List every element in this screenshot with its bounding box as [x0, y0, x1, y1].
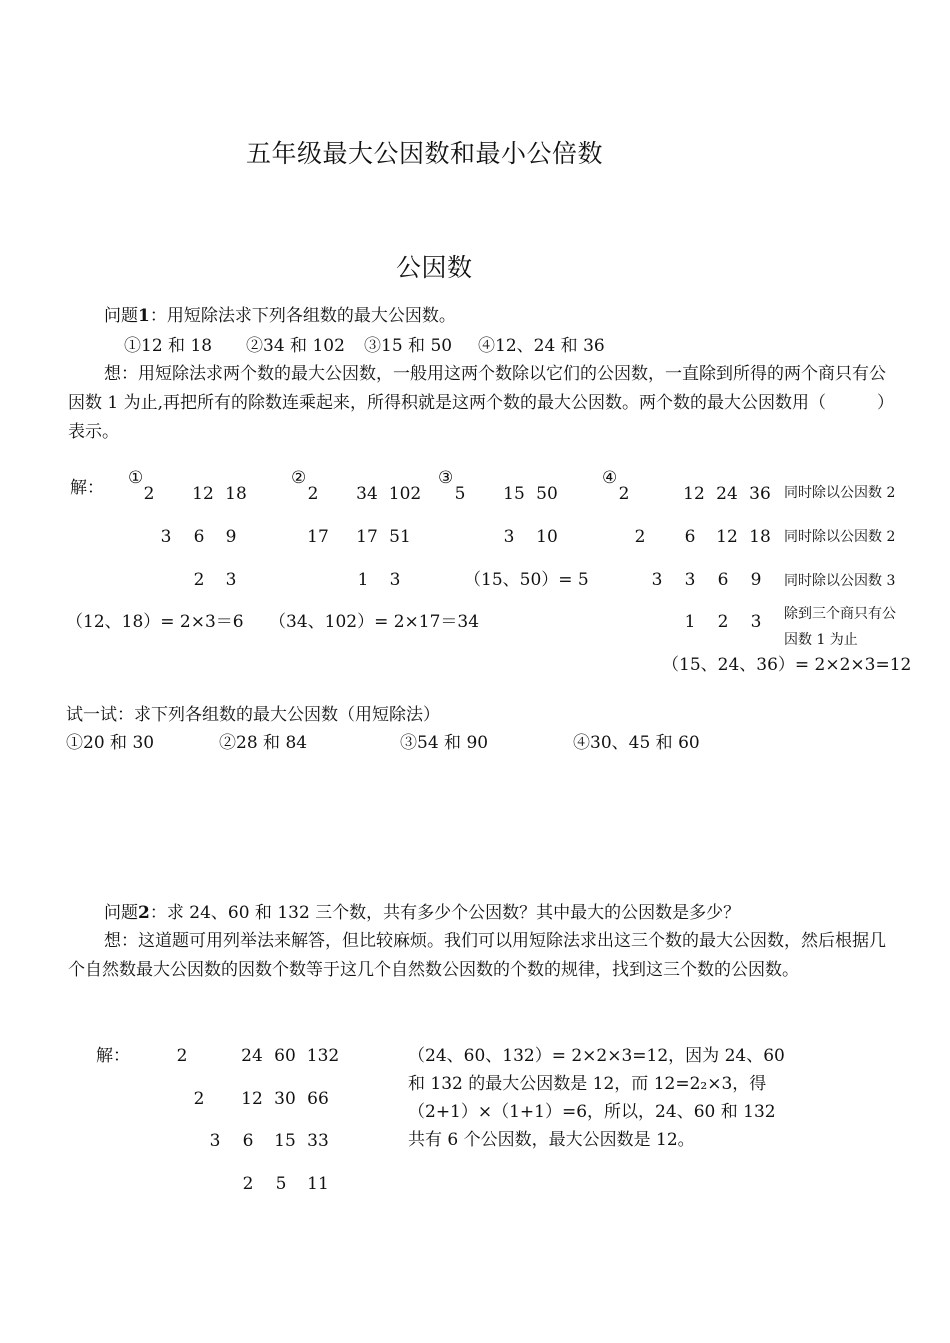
quotient: 3 [389, 570, 401, 590]
question-1-text: ：用短除法求下列各组数的最大公因数。 [149, 306, 456, 326]
question-1-item: ④12、24 和 36 [478, 336, 605, 356]
question-1-number: 1 [138, 306, 150, 326]
result-3: （15、50）= 5 [464, 570, 589, 590]
question-1-item: ③15 和 50 [364, 336, 453, 356]
explanation-line: 共有 6 个公因数，最大公因数是 12。 [408, 1130, 695, 1150]
try-item: ④30、45 和 60 [573, 733, 700, 753]
try-item: ①20 和 30 [66, 733, 155, 753]
quotient: 51 [389, 527, 411, 547]
quotient: 1 [684, 612, 696, 632]
dividend: 132 [306, 1046, 340, 1066]
quotient: 18 [749, 527, 771, 547]
dividend: 102 [388, 484, 422, 504]
result-4: （15、24、36）= 2×2×3=12 [662, 655, 912, 675]
note: 同时除以公因数 2 [784, 485, 896, 501]
quotient: 3 [503, 527, 515, 547]
divisor: 3 [160, 527, 172, 547]
result-2: （34、102）= 2×17＝34 [269, 612, 480, 632]
question-1 [104, 306, 456, 326]
quotient: 15 [274, 1131, 296, 1151]
question-2-number: 2 [138, 903, 150, 923]
divisor: 2 [193, 1089, 205, 1109]
section-title: 公因数 [396, 253, 473, 282]
question-2 [104, 903, 740, 923]
note: 同时除以公因数 3 [784, 573, 896, 589]
quotient: 5 [275, 1174, 287, 1194]
quotient: 30 [274, 1089, 296, 1109]
dividend: 12 [683, 484, 705, 504]
divisor: 2 [143, 484, 155, 504]
question-1-item: ①12 和 18 [124, 336, 213, 356]
dividend: 50 [536, 484, 558, 504]
marker-4: ④ [602, 468, 618, 488]
note: 因数 1 为止 [784, 632, 858, 648]
quotient: 3 [225, 570, 237, 590]
dividend: 18 [225, 484, 247, 504]
quotient: 2 [717, 612, 729, 632]
dividend: 24 [716, 484, 738, 504]
dividend: 15 [503, 484, 525, 504]
marker-1: ① [128, 468, 144, 488]
divisor: 5 [454, 484, 466, 504]
quotient: 1 [357, 570, 369, 590]
quotient: 6 [684, 527, 696, 547]
try-item: ③54 和 90 [400, 733, 489, 753]
question-1-think: 想：用短除法求两个数的最大公因数，一般用这两个数除以它们的公因数，一直除到所得的两个商只有公因数 1 为止,再把所有的除数连乘起来，所得积就是这两个数的最大公因数。两个数的最大公因数用（ ）表示。 [68, 364, 886, 442]
divisor: 3 [209, 1131, 221, 1151]
result-1: （12、18）= 2×3＝6 [66, 612, 244, 632]
dividend: 24 [241, 1046, 263, 1066]
quotient: 12 [241, 1089, 263, 1109]
marker-3: ③ [438, 468, 454, 488]
solution-2-label: 解： [96, 1046, 130, 1066]
quotient: 11 [307, 1174, 329, 1194]
quotient: 6 [717, 570, 729, 590]
dividend: 12 [192, 484, 214, 504]
try-item: ②28 和 84 [219, 733, 308, 753]
divisor: 2 [634, 527, 646, 547]
note: 同时除以公因数 2 [784, 529, 896, 545]
note: 除到三个商只有公 [784, 606, 896, 622]
divisor: 2 [176, 1046, 188, 1066]
question-1-item: ②34 和 102 [246, 336, 345, 356]
explanation-line: （24、60、132）= 2×2×3=12，因为 24、60 [408, 1046, 785, 1066]
quotient: 3 [750, 612, 762, 632]
quotient: 12 [716, 527, 738, 547]
question-2-think: 想：这道题可用列举法来解答，但比较麻烦。我们可以用短除法求出这三个数的最大公因数，然后根据几个自然数最大公因数的因数个数等于这几个自然数公因数的个数的规律，找到这三个数的公因数。 [68, 931, 886, 980]
divisor: 2 [307, 484, 319, 504]
quotient: 2 [242, 1174, 254, 1194]
question-2-text: ：求 24、60 和 132 三个数，共有多少个公因数？其中最大的公因数是多少？ [149, 903, 741, 923]
divisor: 3 [651, 570, 663, 590]
solution-1-label: 解： [70, 478, 104, 498]
dividend: 34 [356, 484, 378, 504]
quotient: 2 [193, 570, 205, 590]
quotient: 10 [536, 527, 558, 547]
quotient: 9 [225, 527, 237, 547]
explanation-line: （2+1）×（1+1）=6，所以，24、60 和 132 [408, 1102, 776, 1122]
dividend: 60 [274, 1046, 296, 1066]
quotient: 6 [193, 527, 205, 547]
quotient: 6 [242, 1131, 254, 1151]
marker-2: ② [291, 468, 307, 488]
divisor: 17 [307, 527, 329, 547]
explanation-line: 和 132 的最大公因数是 12，而 12=2₂×3，得 [408, 1074, 767, 1094]
question-1-label: 问题 [104, 306, 138, 326]
page-title: 五年级最大公因数和最小公倍数 [246, 139, 604, 168]
dividend: 36 [749, 484, 771, 504]
quotient: 17 [356, 527, 378, 547]
try-heading: 试一试：求下列各组数的最大公因数（用短除法） [66, 705, 440, 725]
quotient: 33 [307, 1131, 329, 1151]
question-2-label: 问题 [104, 903, 138, 923]
quotient: 9 [750, 570, 762, 590]
divisor: 2 [618, 484, 630, 504]
quotient: 66 [307, 1089, 329, 1109]
quotient: 3 [684, 570, 696, 590]
